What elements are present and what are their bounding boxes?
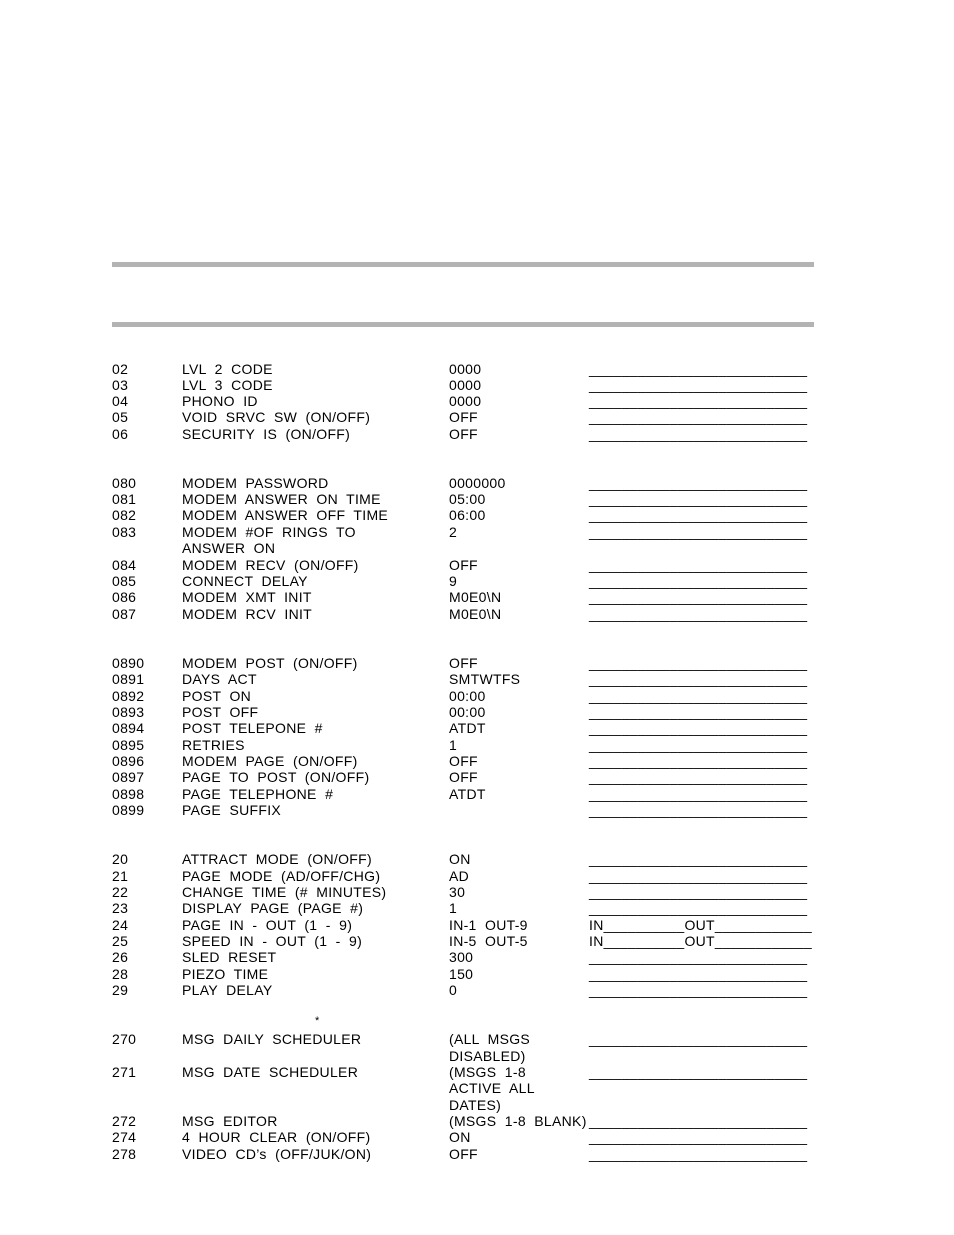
table-row — [0, 1129, 954, 1145]
header-rule — [112, 322, 814, 327]
table-row — [0, 704, 954, 720]
setting-code: 29 — [112, 982, 129, 998]
table-row — [0, 671, 954, 687]
setting-label: MODEM POST (ON/OFF) — [182, 655, 358, 671]
table-row — [0, 393, 954, 409]
table-row — [0, 409, 954, 425]
entry-blank-line: ___________________________ — [589, 966, 808, 982]
setting-default-value: 30 — [449, 884, 466, 900]
setting-default-value: AD — [449, 868, 470, 884]
setting-default-value: (MSGS 1-8 — [449, 1064, 526, 1080]
setting-default-value: OFF — [449, 557, 478, 573]
entry-blank-line: ___________________________ — [589, 786, 808, 802]
setting-default-value: 2 — [449, 524, 458, 540]
setting-label: ATTRACT MODE (ON/OFF) — [182, 851, 372, 867]
table-row — [0, 1064, 954, 1080]
setting-default-value: M0E0\N — [449, 589, 502, 605]
setting-label: MODEM ANSWER ON TIME — [182, 491, 381, 507]
entry-blank-line: ___________________________ — [589, 1129, 808, 1145]
setting-code: 084 — [112, 557, 137, 573]
setting-label: PLAY DELAY — [182, 982, 273, 998]
setting-code: 23 — [112, 900, 129, 916]
table-row — [0, 688, 954, 704]
setting-label: ANSWER ON — [182, 540, 276, 556]
entry-blank-line: ___________________________ — [589, 589, 808, 605]
setting-code: 0894 — [112, 720, 145, 736]
entry-blank-line: ___________________________ — [589, 1031, 808, 1047]
entry-blank-line: ___________________________ — [589, 491, 808, 507]
table-row — [0, 737, 954, 753]
setting-code: 270 — [112, 1031, 137, 1047]
entry-blank-line: ___________________________ — [589, 507, 808, 523]
setting-label: PAGE MODE (AD/OFF/CHG) — [182, 868, 381, 884]
setting-label: MSG EDITOR — [182, 1113, 278, 1129]
setting-default-value: 1 — [449, 900, 458, 916]
setting-code: 04 — [112, 393, 129, 409]
entry-blank-line: ___________________________ — [589, 851, 808, 867]
entry-blank-line: ___________________________ — [589, 377, 808, 393]
setting-label: 4 HOUR CLEAR (ON/OFF) — [182, 1129, 371, 1145]
setting-default-value: OFF — [449, 409, 478, 425]
entry-blank-line: ___________________________ — [589, 426, 808, 442]
table-row — [0, 966, 954, 982]
setting-code: 0896 — [112, 753, 145, 769]
table-row — [0, 949, 954, 965]
setting-default-value: 0000 — [449, 361, 482, 377]
setting-label: LVL 3 CODE — [182, 377, 273, 393]
setting-label: PAGE TELEPHONE # — [182, 786, 334, 802]
setting-label: DAYS ACT — [182, 671, 257, 687]
setting-default-value: DISABLED) — [449, 1048, 526, 1064]
setting-default-value: ON — [449, 851, 471, 867]
table-row — [0, 491, 954, 507]
entry-blank-line: ___________________________ — [589, 802, 808, 818]
table-row — [0, 540, 954, 556]
entry-blank-line: ___________________________ — [589, 524, 808, 540]
setting-code: 0892 — [112, 688, 145, 704]
table-row — [0, 1146, 954, 1162]
setting-code: 278 — [112, 1146, 137, 1162]
entry-blank-line: ___________________________ — [589, 720, 808, 736]
setting-default-value: 150 — [449, 966, 474, 982]
entry-blank-line: ___________________________ — [589, 475, 808, 491]
setting-default-value: ON — [449, 1129, 471, 1145]
setting-code: 271 — [112, 1064, 137, 1080]
setting-default-value: M0E0\N — [449, 606, 502, 622]
entry-blank-line: ___________________________ — [589, 655, 808, 671]
setting-default-value: DATES) — [449, 1097, 502, 1113]
setting-default-value: ACTIVE ALL — [449, 1080, 535, 1096]
table-row — [0, 655, 954, 671]
entry-blank-line: ___________________________ — [589, 868, 808, 884]
setting-default-value: 1 — [449, 737, 458, 753]
entry-blank-line: ___________________________ — [589, 1113, 808, 1129]
table-row — [0, 1080, 954, 1096]
setting-code: 087 — [112, 606, 137, 622]
entry-blank-line: ___________________________ — [589, 409, 808, 425]
setting-code: 24 — [112, 917, 129, 933]
setting-default-value: OFF — [449, 753, 478, 769]
setting-label: LVL 2 CODE — [182, 361, 273, 377]
setting-code: 22 — [112, 884, 129, 900]
setting-label: MSG DAILY SCHEDULER — [182, 1031, 362, 1047]
entry-blank-line: ___________________________ — [589, 573, 808, 589]
setting-label: PAGE IN - OUT (1 - 9) — [182, 917, 353, 933]
setting-code: 20 — [112, 851, 129, 867]
setting-label: PHONO ID — [182, 393, 258, 409]
setting-label: CHANGE TIME (# MINUTES) — [182, 884, 387, 900]
table-row — [0, 1113, 954, 1129]
setting-default-value: 9 — [449, 573, 458, 589]
entry-blank-line: ___________________________ — [589, 704, 808, 720]
table-row — [0, 900, 954, 916]
setting-default-value: 0000 — [449, 393, 482, 409]
setting-code: 21 — [112, 868, 129, 884]
setting-label: CONNECT DELAY — [182, 573, 308, 589]
entry-blank-line: ___________________________ — [589, 900, 808, 916]
setting-default-value: 0000 — [449, 377, 482, 393]
setting-label: DISPLAY PAGE (PAGE #) — [182, 900, 364, 916]
entry-blank-line: ___________________________ — [589, 1146, 808, 1162]
setting-label: MODEM XMT INIT — [182, 589, 312, 605]
table-row — [0, 377, 954, 393]
setting-default-value: 300 — [449, 949, 474, 965]
setting-default-value: IN-1 OUT-9 — [449, 917, 528, 933]
setting-label: SPEED IN - OUT (1 - 9) — [182, 933, 363, 949]
footnote-marker: * — [315, 1015, 320, 1027]
entry-blank-line: ___________________________ — [589, 1064, 808, 1080]
setting-default-value: 0 — [449, 982, 458, 998]
table-row — [0, 786, 954, 802]
setting-code: 081 — [112, 491, 137, 507]
setting-default-value: 05:00 — [449, 491, 486, 507]
setting-default-value: (ALL MSGS — [449, 1031, 531, 1047]
setting-default-value: ATDT — [449, 720, 486, 736]
setting-code: 085 — [112, 573, 137, 589]
setting-default-value: 06:00 — [449, 507, 486, 523]
entry-blank-line: ___________________________ — [589, 361, 808, 377]
table-row — [0, 753, 954, 769]
entry-blank-line: ___________________________ — [589, 753, 808, 769]
table-row — [0, 1097, 954, 1113]
table-row — [0, 573, 954, 589]
table-row — [0, 524, 954, 540]
setting-label: MODEM #OF RINGS TO — [182, 524, 356, 540]
setting-code: 0895 — [112, 737, 145, 753]
setting-label: POST TELEPONE # — [182, 720, 323, 736]
table-row — [0, 868, 954, 884]
table-row — [0, 933, 954, 949]
setting-code: 28 — [112, 966, 129, 982]
setting-code: 0899 — [112, 802, 145, 818]
entry-blank-line: ___________________________ — [589, 949, 808, 965]
entry-blank-line: ___________________________ — [589, 393, 808, 409]
table-row — [0, 884, 954, 900]
entry-blank-line: IN__________OUT____________ — [589, 933, 812, 949]
entry-blank-line: ___________________________ — [589, 606, 808, 622]
setting-label: MODEM RECV (ON/OFF) — [182, 557, 359, 573]
setting-code: 06 — [112, 426, 129, 442]
setting-label: MSG DATE SCHEDULER — [182, 1064, 359, 1080]
table-row — [0, 361, 954, 377]
setting-code: 05 — [112, 409, 129, 425]
setting-code: 080 — [112, 475, 137, 491]
table-row — [0, 507, 954, 523]
setting-default-value: (MSGS 1-8 BLANK) — [449, 1113, 587, 1129]
table-row — [0, 426, 954, 442]
setting-code: 0893 — [112, 704, 145, 720]
setting-label: RETRIES — [182, 737, 245, 753]
setting-default-value: OFF — [449, 769, 478, 785]
table-row — [0, 475, 954, 491]
setting-code: 083 — [112, 524, 137, 540]
setting-default-value: OFF — [449, 426, 478, 442]
entry-blank-line: ___________________________ — [589, 688, 808, 704]
setting-default-value: ATDT — [449, 786, 486, 802]
entry-blank-line: IN__________OUT____________ — [589, 917, 812, 933]
setting-default-value: OFF — [449, 655, 478, 671]
table-row — [0, 720, 954, 736]
entry-blank-line: ___________________________ — [589, 769, 808, 785]
entry-blank-line: ___________________________ — [589, 671, 808, 687]
setting-default-value: 00:00 — [449, 704, 486, 720]
table-row — [0, 1048, 954, 1064]
setting-code: 0890 — [112, 655, 145, 671]
setting-code: 26 — [112, 949, 129, 965]
setting-code: 0898 — [112, 786, 145, 802]
setting-label: MODEM ANSWER OFF TIME — [182, 507, 389, 523]
setting-label: MODEM PAGE (ON/OFF) — [182, 753, 358, 769]
setting-label: POST OFF — [182, 704, 259, 720]
setting-default-value: SMTWTFS — [449, 671, 521, 687]
entry-blank-line: ___________________________ — [589, 557, 808, 573]
setting-default-value: IN-5 OUT-5 — [449, 933, 528, 949]
table-row — [0, 606, 954, 622]
table-row — [0, 851, 954, 867]
table-row — [0, 917, 954, 933]
setting-code: 272 — [112, 1113, 137, 1129]
setting-code: 086 — [112, 589, 137, 605]
entry-blank-line: ___________________________ — [589, 737, 808, 753]
setting-label: VOID SRVC SW (ON/OFF) — [182, 409, 371, 425]
top-rule — [112, 262, 814, 267]
setting-code: 25 — [112, 933, 129, 949]
table-row — [0, 1031, 954, 1047]
table-row — [0, 982, 954, 998]
setting-label: SLED RESET — [182, 949, 277, 965]
setting-code: 274 — [112, 1129, 137, 1145]
setting-code: 02 — [112, 361, 129, 377]
table-row — [0, 802, 954, 818]
setting-label: MODEM PASSWORD — [182, 475, 329, 491]
setting-label: SECURITY IS (ON/OFF) — [182, 426, 351, 442]
setting-default-value: 00:00 — [449, 688, 486, 704]
setting-label: MODEM RCV INIT — [182, 606, 313, 622]
table-row — [0, 589, 954, 605]
entry-blank-line: ___________________________ — [589, 884, 808, 900]
setting-label: VIDEO CD’s (OFF/JUK/ON) — [182, 1146, 372, 1162]
setting-label: PAGE TO POST (ON/OFF) — [182, 769, 370, 785]
setting-default-value: 0000000 — [449, 475, 506, 491]
entry-blank-line: ___________________________ — [589, 982, 808, 998]
setting-code: 082 — [112, 507, 137, 523]
setting-code: 0891 — [112, 671, 145, 687]
setting-label: PIEZO TIME — [182, 966, 269, 982]
table-row — [0, 769, 954, 785]
setting-default-value: OFF — [449, 1146, 478, 1162]
table-row — [0, 557, 954, 573]
setting-code: 03 — [112, 377, 129, 393]
setting-code: 0897 — [112, 769, 145, 785]
setting-label: PAGE SUFFIX — [182, 802, 282, 818]
setting-label: POST ON — [182, 688, 252, 704]
